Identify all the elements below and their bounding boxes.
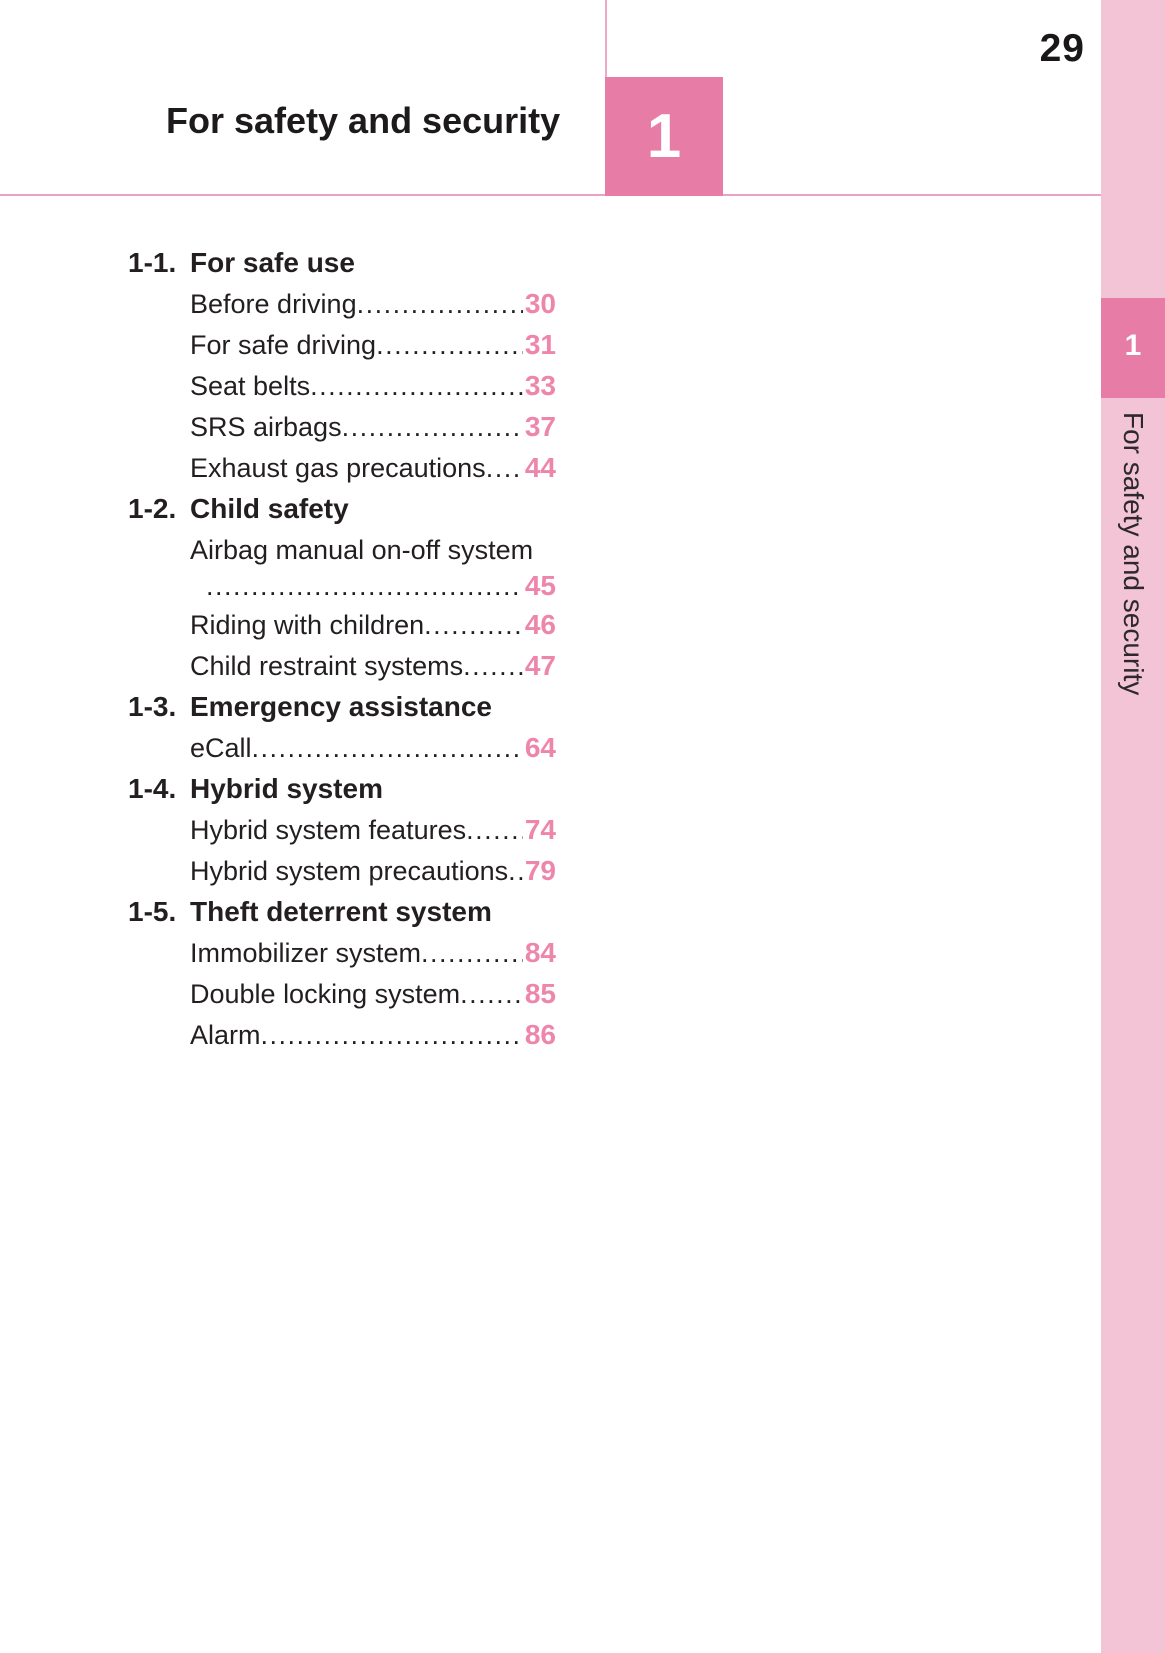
toc-item[interactable]	[128, 974, 556, 1015]
dot-leader	[342, 407, 523, 447]
toc-section-number: 1-3.	[128, 691, 177, 722]
toc-item-label: Alarm	[190, 1020, 261, 1050]
toc-item[interactable]	[128, 366, 556, 407]
toc-section-number: 1-1.	[128, 247, 177, 278]
dot-leader	[424, 605, 523, 645]
header-horizontal-rule	[0, 194, 1101, 196]
toc-item-label: Hybrid system precautions	[190, 856, 509, 886]
toc-section-title: For safe use	[190, 247, 355, 278]
chapter-tab-label: For safety and security	[1118, 412, 1149, 696]
toc-item-page: 33	[524, 370, 556, 401]
toc-section-title: Child safety	[190, 493, 349, 524]
toc-section-number: 1-4.	[128, 773, 177, 804]
chapter-tab-number: 1	[1124, 329, 1142, 362]
dot-leader	[508, 851, 523, 891]
toc-item[interactable]	[128, 325, 556, 366]
toc-item-page: 47	[524, 650, 556, 681]
toc-item[interactable]	[128, 448, 556, 489]
dot-leader	[463, 646, 523, 686]
toc-section-header[interactable]	[128, 769, 556, 810]
toc-item-label: Airbag manual on-off system	[190, 535, 534, 565]
toc-section-title: Emergency assistance	[190, 691, 492, 722]
toc-item-page: 37	[524, 411, 556, 442]
table-of-contents	[128, 243, 556, 1056]
toc-item[interactable]	[128, 933, 556, 974]
toc-item-label: Seat belts	[190, 371, 311, 401]
header-vertical-divider	[605, 0, 607, 77]
chapter-number: 1	[646, 102, 682, 171]
toc-item-page: 46	[524, 609, 556, 640]
toc-item[interactable]	[128, 810, 556, 851]
toc-section-title: Theft deterrent system	[190, 896, 492, 927]
toc-section-header[interactable]	[128, 489, 556, 530]
toc-item-label: Child restraint systems	[190, 651, 464, 681]
toc-item-label: For safe driving	[190, 330, 377, 360]
dot-leader	[252, 728, 523, 768]
dot-leader	[261, 1015, 523, 1055]
chapter-edge-strip	[1101, 0, 1165, 1653]
page-number: 29	[1039, 27, 1085, 70]
toc-item[interactable]	[128, 728, 556, 769]
toc-section-number: 1-5.	[128, 896, 177, 927]
dot-leader	[310, 366, 523, 406]
toc-item-label: Double locking system	[190, 979, 461, 1009]
toc-item[interactable]	[128, 851, 556, 892]
toc-section-header[interactable]	[128, 687, 556, 728]
chapter-tab[interactable]	[1101, 298, 1165, 398]
dot-leader	[376, 325, 523, 365]
toc-item-page: 64	[524, 732, 556, 763]
toc-item-label: Immobilizer system	[190, 938, 422, 968]
toc-item-label: Before driving	[190, 289, 357, 319]
toc-item-page: 31	[524, 329, 556, 360]
toc-item-page: 74	[524, 814, 556, 845]
toc-section-header[interactable]	[128, 892, 556, 933]
chapter-number-box	[605, 77, 723, 196]
toc-item-page: 44	[524, 452, 556, 483]
toc-item-label: eCall	[190, 733, 252, 763]
toc-section-number: 1-2.	[128, 493, 177, 524]
toc-item-label: SRS airbags	[190, 412, 342, 442]
toc-item-page: 30	[524, 288, 556, 319]
toc-section-title: Hybrid system	[190, 773, 383, 804]
dot-leader	[206, 571, 523, 601]
toc-item-label: Riding with children	[190, 610, 425, 640]
toc-item-page: 45	[524, 570, 556, 601]
toc-item[interactable]	[128, 284, 556, 325]
toc-item-label: Exhaust gas precautions	[190, 453, 486, 483]
dot-leader	[357, 284, 523, 324]
toc-item-page: 79	[524, 855, 556, 886]
toc-item[interactable]	[128, 646, 556, 687]
dot-leader	[460, 974, 523, 1014]
chapter-title: For safety and security	[166, 100, 561, 141]
toc-section-header[interactable]	[128, 243, 556, 284]
toc-item-page: 85	[524, 978, 556, 1009]
toc-item[interactable]	[128, 530, 556, 571]
toc-item[interactable]	[128, 407, 556, 448]
toc-item-page: 84	[524, 937, 556, 968]
toc-item[interactable]	[128, 605, 556, 646]
toc-item-label: Hybrid system features	[190, 815, 467, 845]
dot-leader	[486, 448, 523, 488]
toc-item-page: 86	[524, 1019, 556, 1050]
toc-item[interactable]	[128, 1015, 556, 1056]
toc-item-continuation[interactable]	[128, 571, 556, 605]
dot-leader	[466, 810, 523, 850]
dot-leader	[421, 933, 523, 973]
